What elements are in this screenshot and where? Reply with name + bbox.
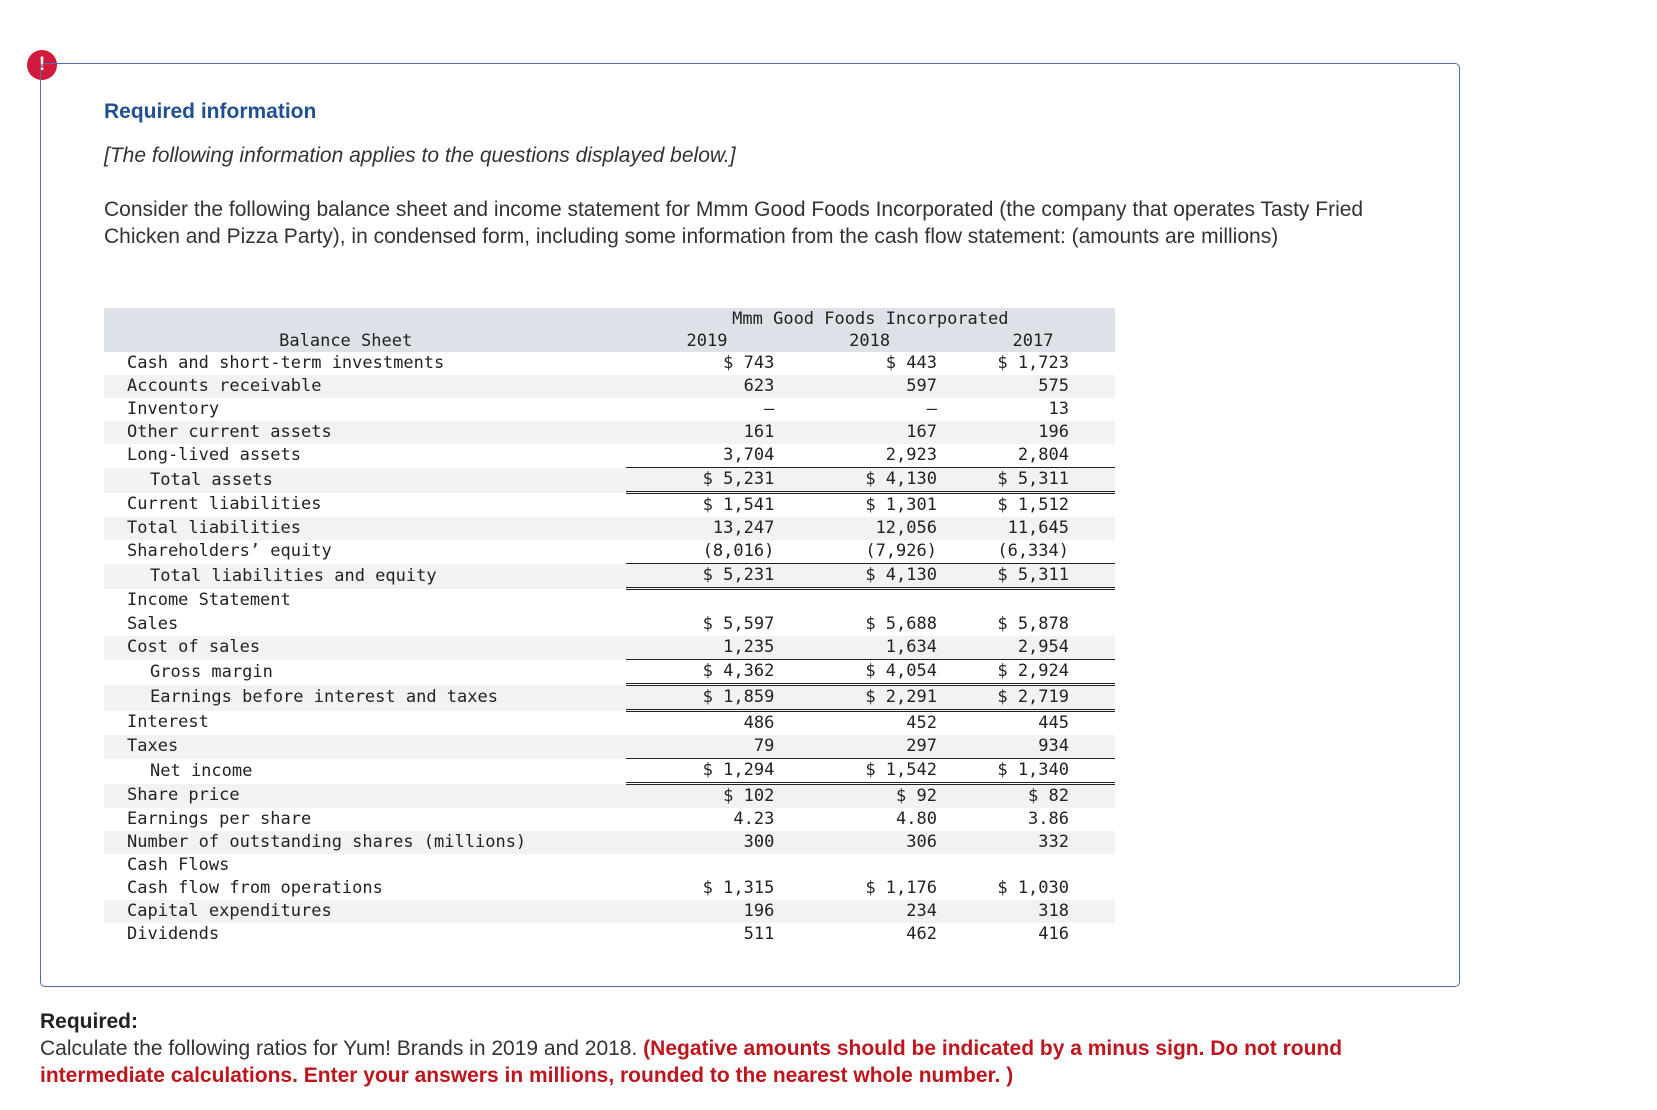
value-2019 [626, 900, 789, 923]
cell-value [937, 855, 951, 875]
value-2019 [626, 564, 789, 589]
value-2018 [788, 493, 951, 518]
value-2018 [788, 900, 951, 923]
cell-value: $ 5,597 [702, 614, 775, 634]
information-note: [The following information applies to the questions displayed below.] [104, 144, 736, 167]
table-row [104, 589, 1115, 614]
table-row [104, 923, 1115, 946]
value-2017 [951, 493, 1115, 518]
value-2019 [626, 493, 789, 518]
value-2018 [788, 468, 951, 493]
cell-value: $ 4,130 [865, 469, 937, 489]
table-row [104, 660, 1115, 685]
row-label: Current liabilities [127, 494, 322, 515]
value-2017 [951, 398, 1115, 421]
value-2017 [951, 589, 1115, 614]
cell-value: 297 [906, 736, 937, 756]
cell-value: 300 [743, 832, 775, 852]
value-2018 [788, 375, 951, 398]
cell-value: $ 1,340 [997, 760, 1069, 780]
value-2018 [788, 923, 951, 946]
value-2017 [951, 421, 1115, 444]
value-2019 [626, 784, 789, 809]
value-2017 [951, 711, 1115, 736]
cell-value: 196 [743, 901, 775, 921]
row-label: Net income [150, 760, 253, 781]
cell-value: $ 1,030 [997, 878, 1069, 898]
cell-value: 11,645 [1007, 518, 1069, 538]
cell-value: $ 5,231 [702, 469, 775, 489]
value-2018 [788, 540, 951, 564]
row-label: Capital expenditures [104, 900, 587, 923]
cell-value: 462 [906, 924, 937, 944]
value-2018 [788, 808, 951, 831]
company-name-header: Mmm Good Foods Incorporated [626, 308, 1115, 330]
value-2018 [788, 854, 951, 877]
value-2017 [951, 784, 1115, 809]
cell-value: 161 [743, 422, 775, 442]
cell-value: (7,926) [865, 541, 937, 561]
cell-value: 416 [1038, 924, 1069, 944]
required-information-title: Required information [104, 100, 317, 123]
value-2018 [788, 660, 951, 685]
cell-value: 167 [906, 422, 937, 442]
table-row [104, 711, 1115, 736]
cell-value: 575 [1038, 376, 1069, 396]
row-label: Earnings per share [127, 809, 312, 829]
cell-value: 486 [743, 713, 775, 733]
table-row [104, 564, 1115, 589]
balance-sheet-header: Balance Sheet [104, 330, 587, 352]
table-row [104, 808, 1115, 831]
cell-value: $ 1,859 [702, 687, 775, 707]
table-row [104, 375, 1115, 398]
cell-value: 597 [906, 376, 937, 396]
table-row [104, 540, 1115, 564]
row-label: Cash Flows [127, 855, 230, 875]
value-2017 [951, 517, 1115, 540]
cell-value: 234 [906, 901, 937, 921]
row-label: Interest [127, 712, 209, 733]
alert-icon: ! [27, 50, 57, 80]
cell-value: 3.86 [1028, 809, 1069, 829]
table-row [104, 784, 1115, 809]
value-2017 [951, 564, 1115, 589]
cell-value: $ 102 [723, 786, 775, 806]
value-2019 [626, 517, 789, 540]
row-label: Total liabilities [104, 517, 587, 540]
cell-value: 1,634 [885, 637, 937, 657]
cell-value: $ 2,719 [997, 687, 1069, 707]
cell-value: $ 1,723 [997, 353, 1069, 373]
row-label: Cost of sales [104, 636, 587, 660]
value-2019 [626, 831, 789, 854]
value-2019 [626, 636, 789, 660]
value-2017 [951, 540, 1115, 564]
row-label: Shareholders’ equity [127, 541, 332, 562]
table-row [104, 398, 1115, 421]
cell-value: $ 5,311 [997, 469, 1069, 489]
cell-value: $ 5,311 [997, 565, 1069, 585]
value-2019 [626, 444, 789, 468]
cell-value [937, 591, 951, 611]
required-instructions [40, 1008, 1460, 1089]
value-2017 [951, 854, 1115, 877]
value-2019 [626, 398, 789, 421]
cell-value: $ 1,294 [702, 760, 775, 780]
value-2018 [788, 564, 951, 589]
value-2017 [951, 444, 1115, 468]
cell-value: 12,056 [875, 518, 937, 538]
value-2017 [951, 468, 1115, 493]
row-label: Gross margin [150, 661, 273, 682]
value-2018 [788, 685, 951, 711]
value-2017 [951, 923, 1115, 946]
cell-value: 4.80 [896, 809, 937, 829]
cell-value: $ 1,176 [865, 878, 937, 898]
value-2018 [788, 398, 951, 421]
cell-value: 452 [906, 713, 937, 733]
cell-value: 306 [906, 832, 937, 852]
value-2018 [788, 759, 951, 784]
intro-paragraph: Consider the following balance sheet and income statement for Mmm Good Foods Incorporated (the company that operates Tasty Fried Chicken and Pizza Party), in condensed form, including some information from the cash flow statement: (amounts are millions) [104, 198, 1364, 248]
cell-value: $ 5,878 [997, 614, 1069, 634]
cell-value: – [764, 399, 775, 419]
cell-value [1069, 855, 1115, 875]
table-row [104, 685, 1115, 711]
table-row [104, 636, 1115, 660]
value-2018 [788, 589, 951, 614]
required-warning: (Negative amounts should be indicated by a minus sign. Do not round intermediate calculations. Enter your answers in millions, rounded to the nearest whole number. ) [40, 1037, 1343, 1087]
cell-value: $ 2,924 [997, 661, 1069, 681]
value-2019 [626, 759, 789, 784]
table-header-year-row [104, 330, 1115, 352]
cell-value: 332 [1038, 832, 1069, 852]
cell-value: $ 1,541 [702, 495, 775, 515]
cell-value: 13,247 [712, 518, 775, 538]
value-2019 [626, 352, 789, 375]
table-row [104, 352, 1115, 375]
table-row [104, 900, 1115, 923]
required-heading: Required: [40, 1010, 139, 1033]
cell-value: $ 4,054 [865, 661, 937, 681]
cell-value: $ 5,231 [702, 565, 775, 585]
cell-value: 511 [743, 924, 775, 944]
value-2019 [626, 923, 789, 946]
row-label: Share price [104, 784, 587, 809]
cell-value: 2,804 [1017, 445, 1069, 465]
cell-value: 623 [743, 376, 775, 396]
value-2018 [788, 421, 951, 444]
value-2019 [626, 540, 789, 564]
value-2019 [626, 735, 789, 759]
row-label: Cash and short-term investments [127, 353, 445, 373]
cell-value: $ 1,301 [865, 495, 937, 515]
table-row [104, 613, 1115, 636]
cell-value: 318 [1038, 901, 1069, 921]
value-2018 [788, 877, 951, 900]
cell-value: 2,954 [1017, 637, 1069, 657]
row-label: Earnings before interest and taxes [104, 685, 587, 711]
cell-value: 79 [753, 736, 775, 756]
cell-value: $ 1,315 [702, 878, 775, 898]
table-row [104, 493, 1115, 518]
cell-value: $ 5,688 [865, 614, 937, 634]
table-row [104, 517, 1115, 540]
row-label: Taxes [104, 735, 587, 759]
cell-value: 934 [1038, 736, 1069, 756]
cell-value: 3,704 [723, 445, 775, 465]
financial-statements-table [104, 308, 1115, 946]
year-header-2017: 2017 [951, 330, 1115, 352]
row-label: Sales [127, 614, 179, 634]
cell-value: 196 [1038, 422, 1069, 442]
row-label: Total liabilities and equity [104, 564, 587, 589]
table-row [104, 444, 1115, 468]
value-2017 [951, 900, 1115, 923]
cell-value [1069, 591, 1115, 611]
cell-value: $ 4,130 [865, 565, 937, 585]
table-header-company-row [104, 308, 1115, 330]
value-2019 [626, 589, 789, 614]
value-2018 [788, 636, 951, 660]
value-2018 [788, 784, 951, 809]
value-2017 [951, 613, 1115, 636]
value-2018 [788, 735, 951, 759]
row-label: Long-lived assets [127, 445, 301, 466]
row-label: Income Statement [127, 590, 291, 611]
cell-value [774, 855, 788, 875]
required-information-panel [40, 63, 1460, 987]
value-2017 [951, 685, 1115, 711]
table-row [104, 831, 1115, 854]
row-label: Dividends [127, 924, 220, 944]
row-label: Cash flow from operations [127, 878, 383, 898]
row-label: Accounts receivable [104, 375, 587, 398]
cell-value: (6,334) [997, 541, 1069, 561]
cell-value [774, 591, 788, 611]
value-2018 [788, 711, 951, 736]
value-2017 [951, 759, 1115, 784]
cell-value: $ 1,542 [865, 760, 937, 780]
value-2019 [626, 421, 789, 444]
value-2018 [788, 613, 951, 636]
cell-value: 2,923 [885, 445, 937, 465]
table-row [104, 877, 1115, 900]
cell-value: – [926, 399, 937, 419]
value-2019 [626, 685, 789, 711]
value-2017 [951, 636, 1115, 660]
value-2017 [951, 375, 1115, 398]
value-2019 [626, 711, 789, 736]
cell-value: $ 743 [723, 353, 775, 373]
required-text: Calculate the following ratios for Yum! Brands in 2019 and 2018. [40, 1037, 638, 1060]
table-row [104, 468, 1115, 493]
table-row [104, 735, 1115, 759]
value-2017 [951, 877, 1115, 900]
row-label: Number of outstanding shares (millions) [104, 831, 587, 854]
cell-value: $ 1,512 [997, 495, 1069, 515]
year-header-2019: 2019 [626, 330, 789, 352]
cell-value: (8,016) [702, 541, 775, 561]
cell-value: 13 [1048, 399, 1069, 419]
cell-value: $ 4,362 [702, 661, 775, 681]
value-2018 [788, 517, 951, 540]
value-2017 [951, 735, 1115, 759]
value-2017 [951, 831, 1115, 854]
cell-value: $ 2,291 [865, 687, 937, 707]
table-row [104, 421, 1115, 444]
value-2018 [788, 352, 951, 375]
cell-value: $ 443 [885, 353, 937, 373]
value-2017 [951, 808, 1115, 831]
value-2019 [626, 375, 789, 398]
value-2019 [626, 660, 789, 685]
cell-value: 445 [1038, 713, 1069, 733]
value-2019 [626, 854, 789, 877]
value-2019 [626, 468, 789, 493]
table-row [104, 854, 1115, 877]
value-2018 [788, 444, 951, 468]
cell-value: 1,235 [723, 637, 775, 657]
value-2019 [626, 877, 789, 900]
cell-value: $ 82 [1028, 786, 1069, 806]
value-2019 [626, 808, 789, 831]
table-row [104, 759, 1115, 784]
cell-value: 4.23 [733, 809, 775, 829]
value-2019 [626, 613, 789, 636]
value-2018 [788, 831, 951, 854]
row-label: Other current assets [104, 421, 587, 444]
row-label: Total assets [104, 468, 587, 493]
row-label: Inventory [127, 399, 220, 419]
year-header-2018: 2018 [788, 330, 951, 352]
value-2017 [951, 352, 1115, 375]
cell-value: $ 92 [896, 786, 937, 806]
value-2017 [951, 660, 1115, 685]
